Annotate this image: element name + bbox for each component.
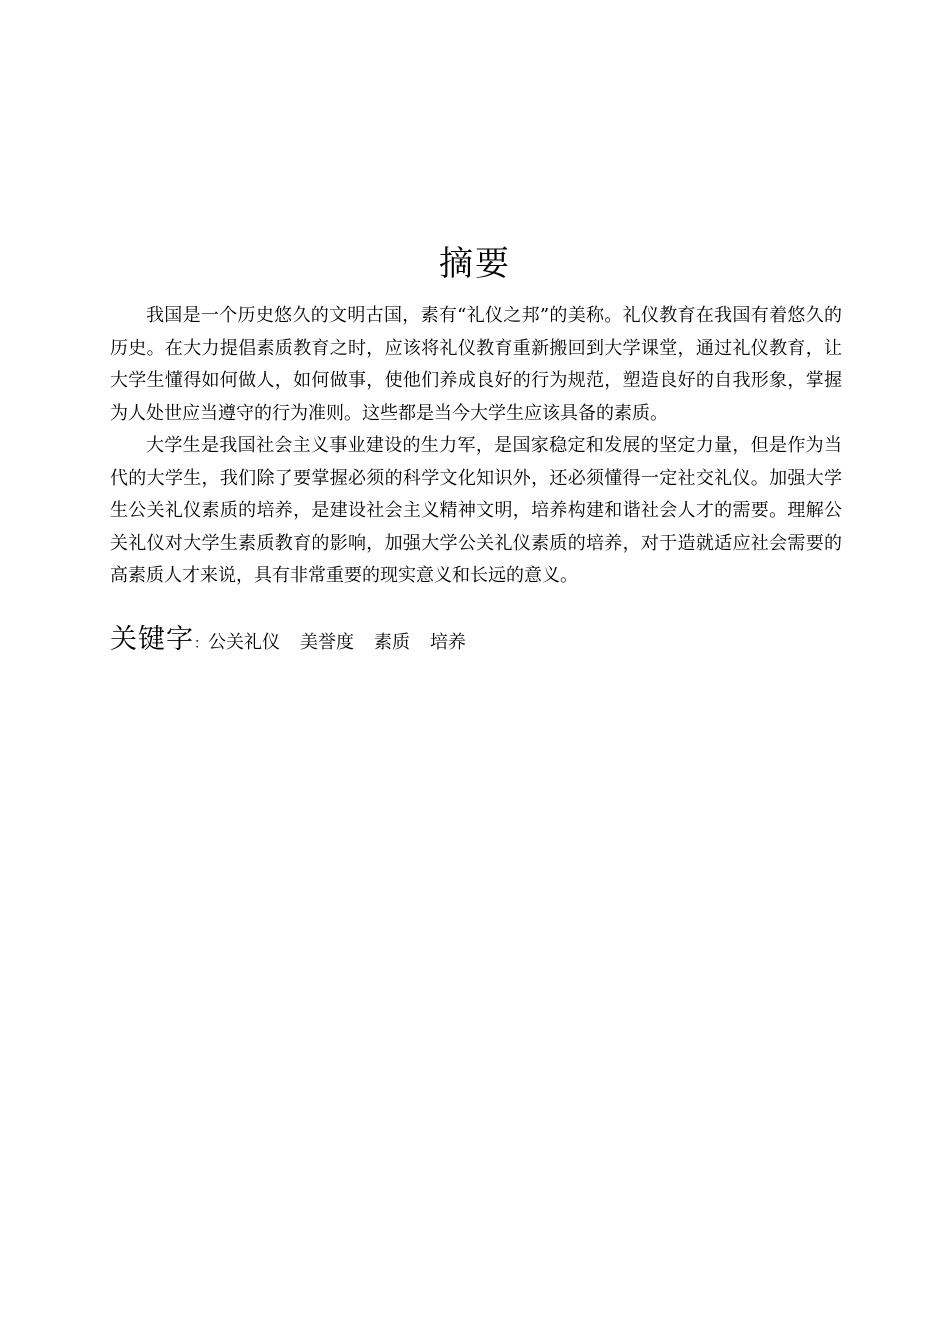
keyword-item: 培养 <box>430 632 466 653</box>
keywords-line <box>110 622 842 662</box>
abstract-paragraph-2: 大学生是我国社会主义事业建设的生力军，是国家稳定和发展的坚定力量，但是作为当代的大学生，我们除了要掌握必须的科学文化知识外，还必须懂得一定社交礼仪。加强大学生公关礼仪素质的培养，是建设社会主义精神文明，培养构建和谐社会人才的需要。理解公关礼仪对大学生素质教育的影响，加强大学公关礼仪素质的培养，对于造就适应社会需要的高素质人才来说，具有非常重要的现实意义和长远的意义。 <box>110 435 842 586</box>
abstract-title: 摘要 <box>439 244 511 284</box>
keyword-item: 素质 <box>374 632 410 653</box>
keywords-label: 关键字 <box>110 624 194 655</box>
abstract-paragraph-1: 我国是一个历史悠久的文明古国，素有“礼仪之邦”的美称。礼仪教育在我国有着悠久的历史。在大力提倡素质教育之时，应该将礼仪教育重新搬回到大学课堂，通过礼仪教育，让大学生懂得如何做人，如何做事，使他们养成良好的行为规范，塑造良好的自我形象，掌握为人处世应当遵守的行为准则。这些都是当今大学生应该具备的素质。 <box>110 305 842 424</box>
keyword-item: 公关礼仪 <box>208 632 280 653</box>
keywords-colon: ： <box>194 636 208 652</box>
abstract-body <box>110 300 842 593</box>
keyword-item: 美誉度 <box>300 632 354 653</box>
